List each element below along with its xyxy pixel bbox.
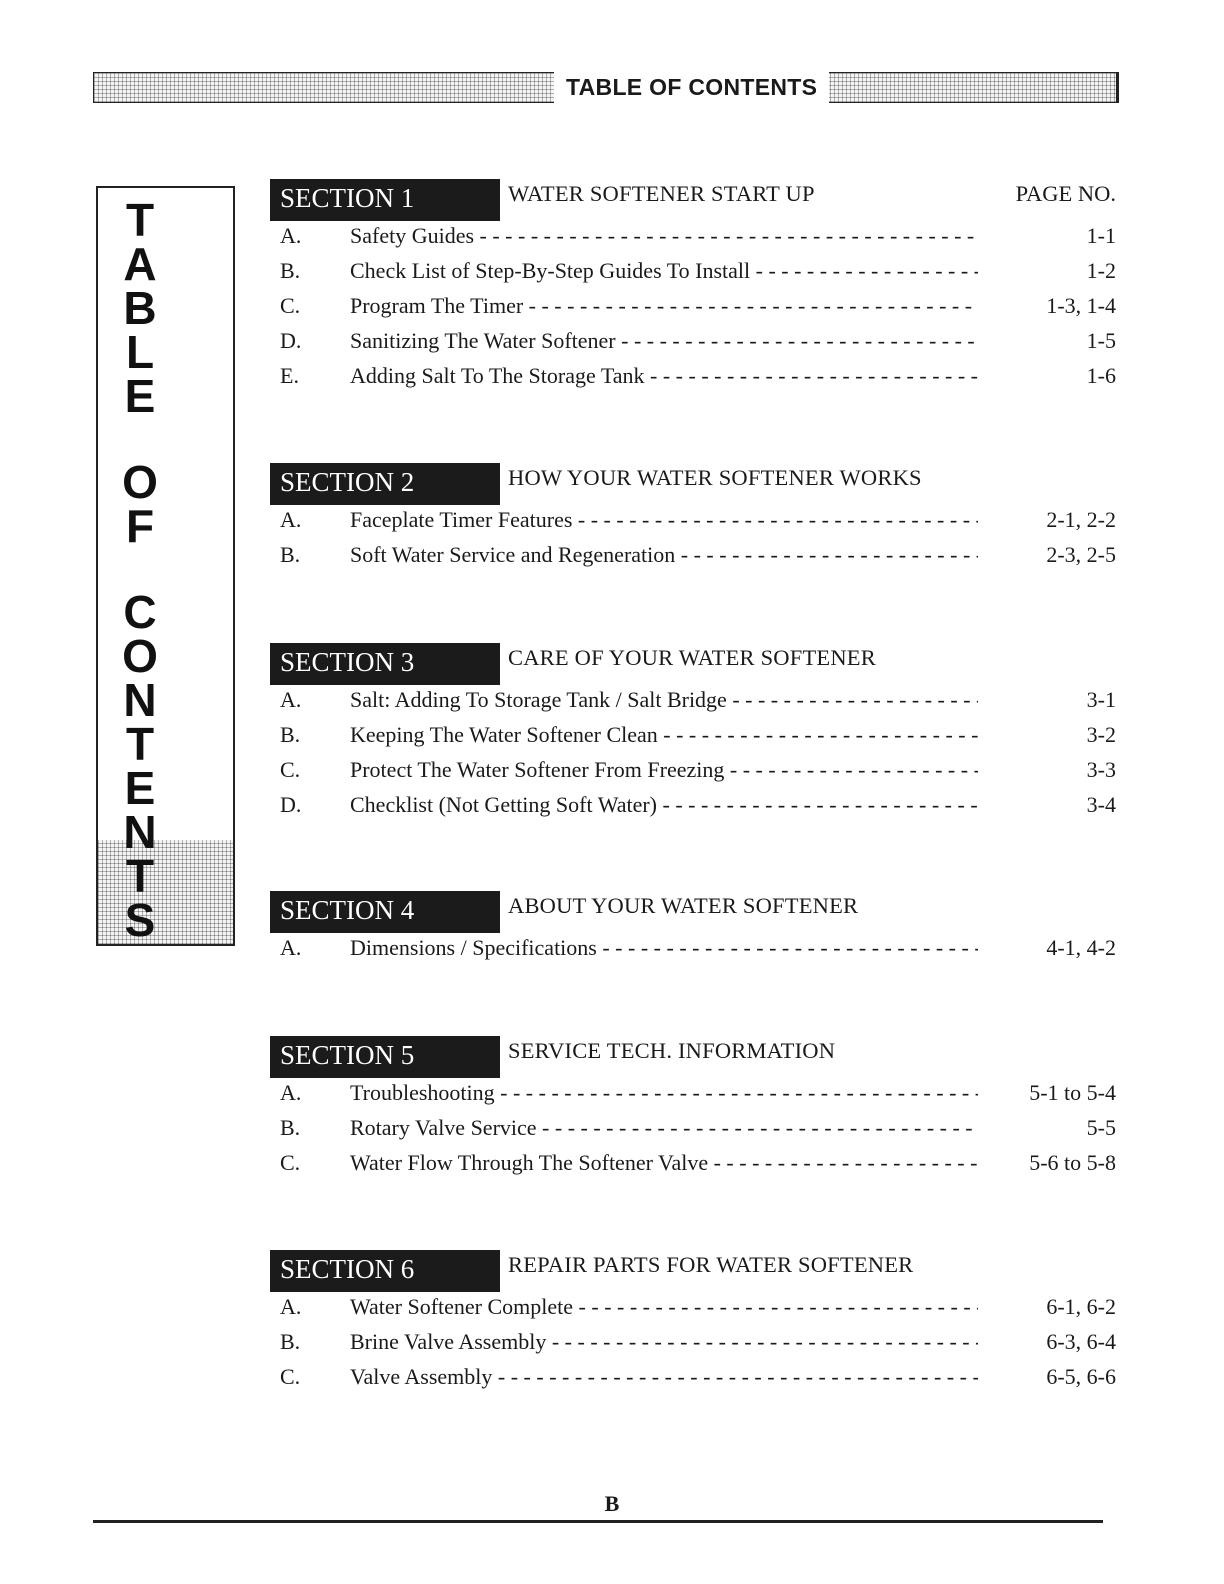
section-badge: SECTION 3 [270, 643, 500, 685]
entry-letter: C. [280, 1364, 301, 1389]
entry-page-number: 4-1, 4-2 [1046, 935, 1116, 960]
entry-page-number: 6-3, 6-4 [1046, 1329, 1116, 1354]
toc-entry[interactable] [270, 361, 1116, 396]
toc-section [270, 1250, 1116, 1397]
section-header [270, 179, 1116, 221]
toc-entry[interactable] [270, 505, 1116, 540]
entry-page-number: 1-2 [1086, 258, 1116, 283]
entry-letter: E. [280, 363, 299, 388]
entry-page-number: 1-5 [1086, 328, 1116, 353]
page-title: TABLE OF CONTENTS [554, 70, 829, 104]
toc-entry[interactable] [270, 755, 1116, 790]
entry-title: Soft Water Service and Regeneration - - - [350, 542, 978, 568]
entry-page-number: 1-3, 1-4 [1046, 293, 1116, 318]
sidebar-letter: L [125, 326, 155, 378]
entry-letter: A. [280, 1080, 302, 1105]
toc-entry[interactable] [270, 1362, 1116, 1397]
toc-entry[interactable] [270, 1078, 1116, 1113]
entry-page-number: 6-5, 6-6 [1046, 1364, 1116, 1389]
toc-section [270, 179, 1116, 396]
section-header [270, 643, 1116, 685]
sidebar-letter: E [124, 762, 156, 814]
section-title: REPAIR PARTS FOR WATER SOFTENER [508, 1252, 914, 1277]
section-title: WATER SOFTENER START UP [508, 181, 815, 206]
entry-title: Protect The Water Softener From Freezing - - - [350, 757, 978, 783]
header-banner [93, 72, 1119, 103]
entry-page-number: 2-1, 2-2 [1046, 507, 1116, 532]
toc-entry[interactable] [270, 256, 1116, 291]
sidebar-letter: A [123, 238, 157, 290]
entry-page-number: 1-1 [1086, 223, 1116, 248]
sidebar-letter: T [125, 718, 155, 770]
entry-title: Checklist (Not Getting Soft Water) - - - [350, 792, 978, 818]
entry-letter: D. [280, 792, 302, 817]
sidebar-letter: N [123, 674, 157, 726]
entry-title: Program The Timer - - - [350, 293, 978, 319]
entry-page-number: 5-1 to 5-4 [1029, 1080, 1116, 1105]
entry-title: Water Flow Through The Softener Valve - - - [350, 1150, 978, 1176]
page-no-header: PAGE NO. [1015, 181, 1116, 206]
toc-entry[interactable] [270, 720, 1116, 755]
entry-page-number: 3-3 [1086, 757, 1116, 782]
entry-title: Troubleshooting - - - [350, 1080, 978, 1106]
entry-title: Sanitizing The Water Softener - - - [350, 328, 978, 354]
toc-entry[interactable] [270, 1148, 1116, 1183]
entry-page-number: 1-6 [1086, 363, 1116, 388]
section-badge: SECTION 4 [270, 891, 500, 933]
section-badge: SECTION 5 [270, 1036, 500, 1078]
entry-page-number: 3-2 [1086, 722, 1116, 747]
entry-letter: C. [280, 1150, 301, 1175]
sidebar-letter: F [125, 500, 155, 552]
toc-section [270, 643, 1116, 825]
section-title: SERVICE TECH. INFORMATION [508, 1038, 836, 1063]
entry-title: Faceplate Timer Features - - - [350, 507, 978, 533]
entry-page-number: 6-1, 6-2 [1046, 1294, 1116, 1319]
toc-entry[interactable] [270, 1292, 1116, 1327]
entry-page-number: 5-6 to 5-8 [1029, 1150, 1116, 1175]
entry-letter: A. [280, 223, 302, 248]
entry-title: Valve Assembly - - - [350, 1364, 978, 1390]
toc-section [270, 891, 1116, 968]
entry-title: Check List of Step-By-Step Guides To Install - - - [350, 258, 978, 284]
entry-title: Salt: Adding To Storage Tank / Salt Bridge - - - [350, 687, 978, 713]
toc-entry[interactable] [270, 540, 1116, 575]
toc-section [270, 463, 1116, 575]
section-header [270, 891, 1116, 933]
section-header [270, 1036, 1116, 1078]
entry-title: Adding Salt To The Storage Tank - - - [350, 363, 978, 389]
entry-letter: B. [280, 1115, 301, 1140]
sidebar-letter: T [125, 194, 155, 246]
sidebar-letter: N [123, 806, 157, 858]
entry-letter: A. [280, 687, 302, 712]
entry-title: Safety Guides - - - [350, 223, 978, 249]
page-number: B [604, 1491, 620, 1516]
section-badge: SECTION 6 [270, 1250, 500, 1292]
footer-rule [93, 1520, 1103, 1523]
section-badge: SECTION 1 [270, 179, 500, 221]
entry-page-number: 3-4 [1086, 792, 1116, 817]
toc-section [270, 1036, 1116, 1183]
toc-entry[interactable] [270, 326, 1116, 361]
section-header [270, 463, 1116, 505]
entry-title: Rotary Valve Service - - - [350, 1115, 978, 1141]
sidebar-letter: O [122, 630, 158, 682]
sidebar-letters [98, 194, 182, 946]
sidebar-vertical-title [96, 186, 235, 946]
entry-letter: B. [280, 542, 301, 567]
toc-entry[interactable] [270, 933, 1116, 968]
entry-title: Dimensions / Specifications - - - [350, 935, 978, 961]
entry-letter: D. [280, 328, 302, 353]
toc-entry[interactable] [270, 221, 1116, 256]
entry-page-number: 2-3, 2-5 [1046, 542, 1116, 567]
section-title: ABOUT YOUR WATER SOFTENER [508, 893, 859, 918]
entry-title: Water Softener Complete - - - [350, 1294, 978, 1320]
toc-entry[interactable] [270, 1113, 1116, 1148]
entry-letter: C. [280, 757, 301, 782]
sidebar-letter: T [125, 850, 155, 902]
sidebar-letter: O [122, 456, 158, 508]
entry-page-number: 5-5 [1086, 1115, 1116, 1140]
section-title: CARE OF YOUR WATER SOFTENER [508, 645, 876, 670]
entry-title: Keeping The Water Softener Clean - - - [350, 722, 978, 748]
entry-letter: A. [280, 1294, 302, 1319]
toc-entry[interactable] [270, 291, 1116, 326]
sidebar-letter: E [124, 370, 156, 422]
section-header [270, 1250, 1116, 1292]
toc-entry[interactable] [270, 1327, 1116, 1362]
entry-letter: C. [280, 293, 301, 318]
sidebar-letter: C [123, 586, 157, 638]
section-title: HOW YOUR WATER SOFTENER WORKS [508, 465, 922, 490]
entry-letter: B. [280, 258, 301, 283]
toc-entry[interactable] [270, 685, 1116, 720]
toc-entry[interactable] [270, 790, 1116, 825]
entry-letter: B. [280, 722, 301, 747]
entry-letter: B. [280, 1329, 301, 1354]
sidebar-letter: B [123, 282, 157, 334]
entry-page-number: 3-1 [1086, 687, 1116, 712]
sidebar-letter: S [124, 894, 156, 946]
entry-letter: A. [280, 507, 302, 532]
entry-title: Brine Valve Assembly - - - [350, 1329, 978, 1355]
section-badge: SECTION 2 [270, 463, 500, 505]
entry-letter: A. [280, 935, 302, 960]
